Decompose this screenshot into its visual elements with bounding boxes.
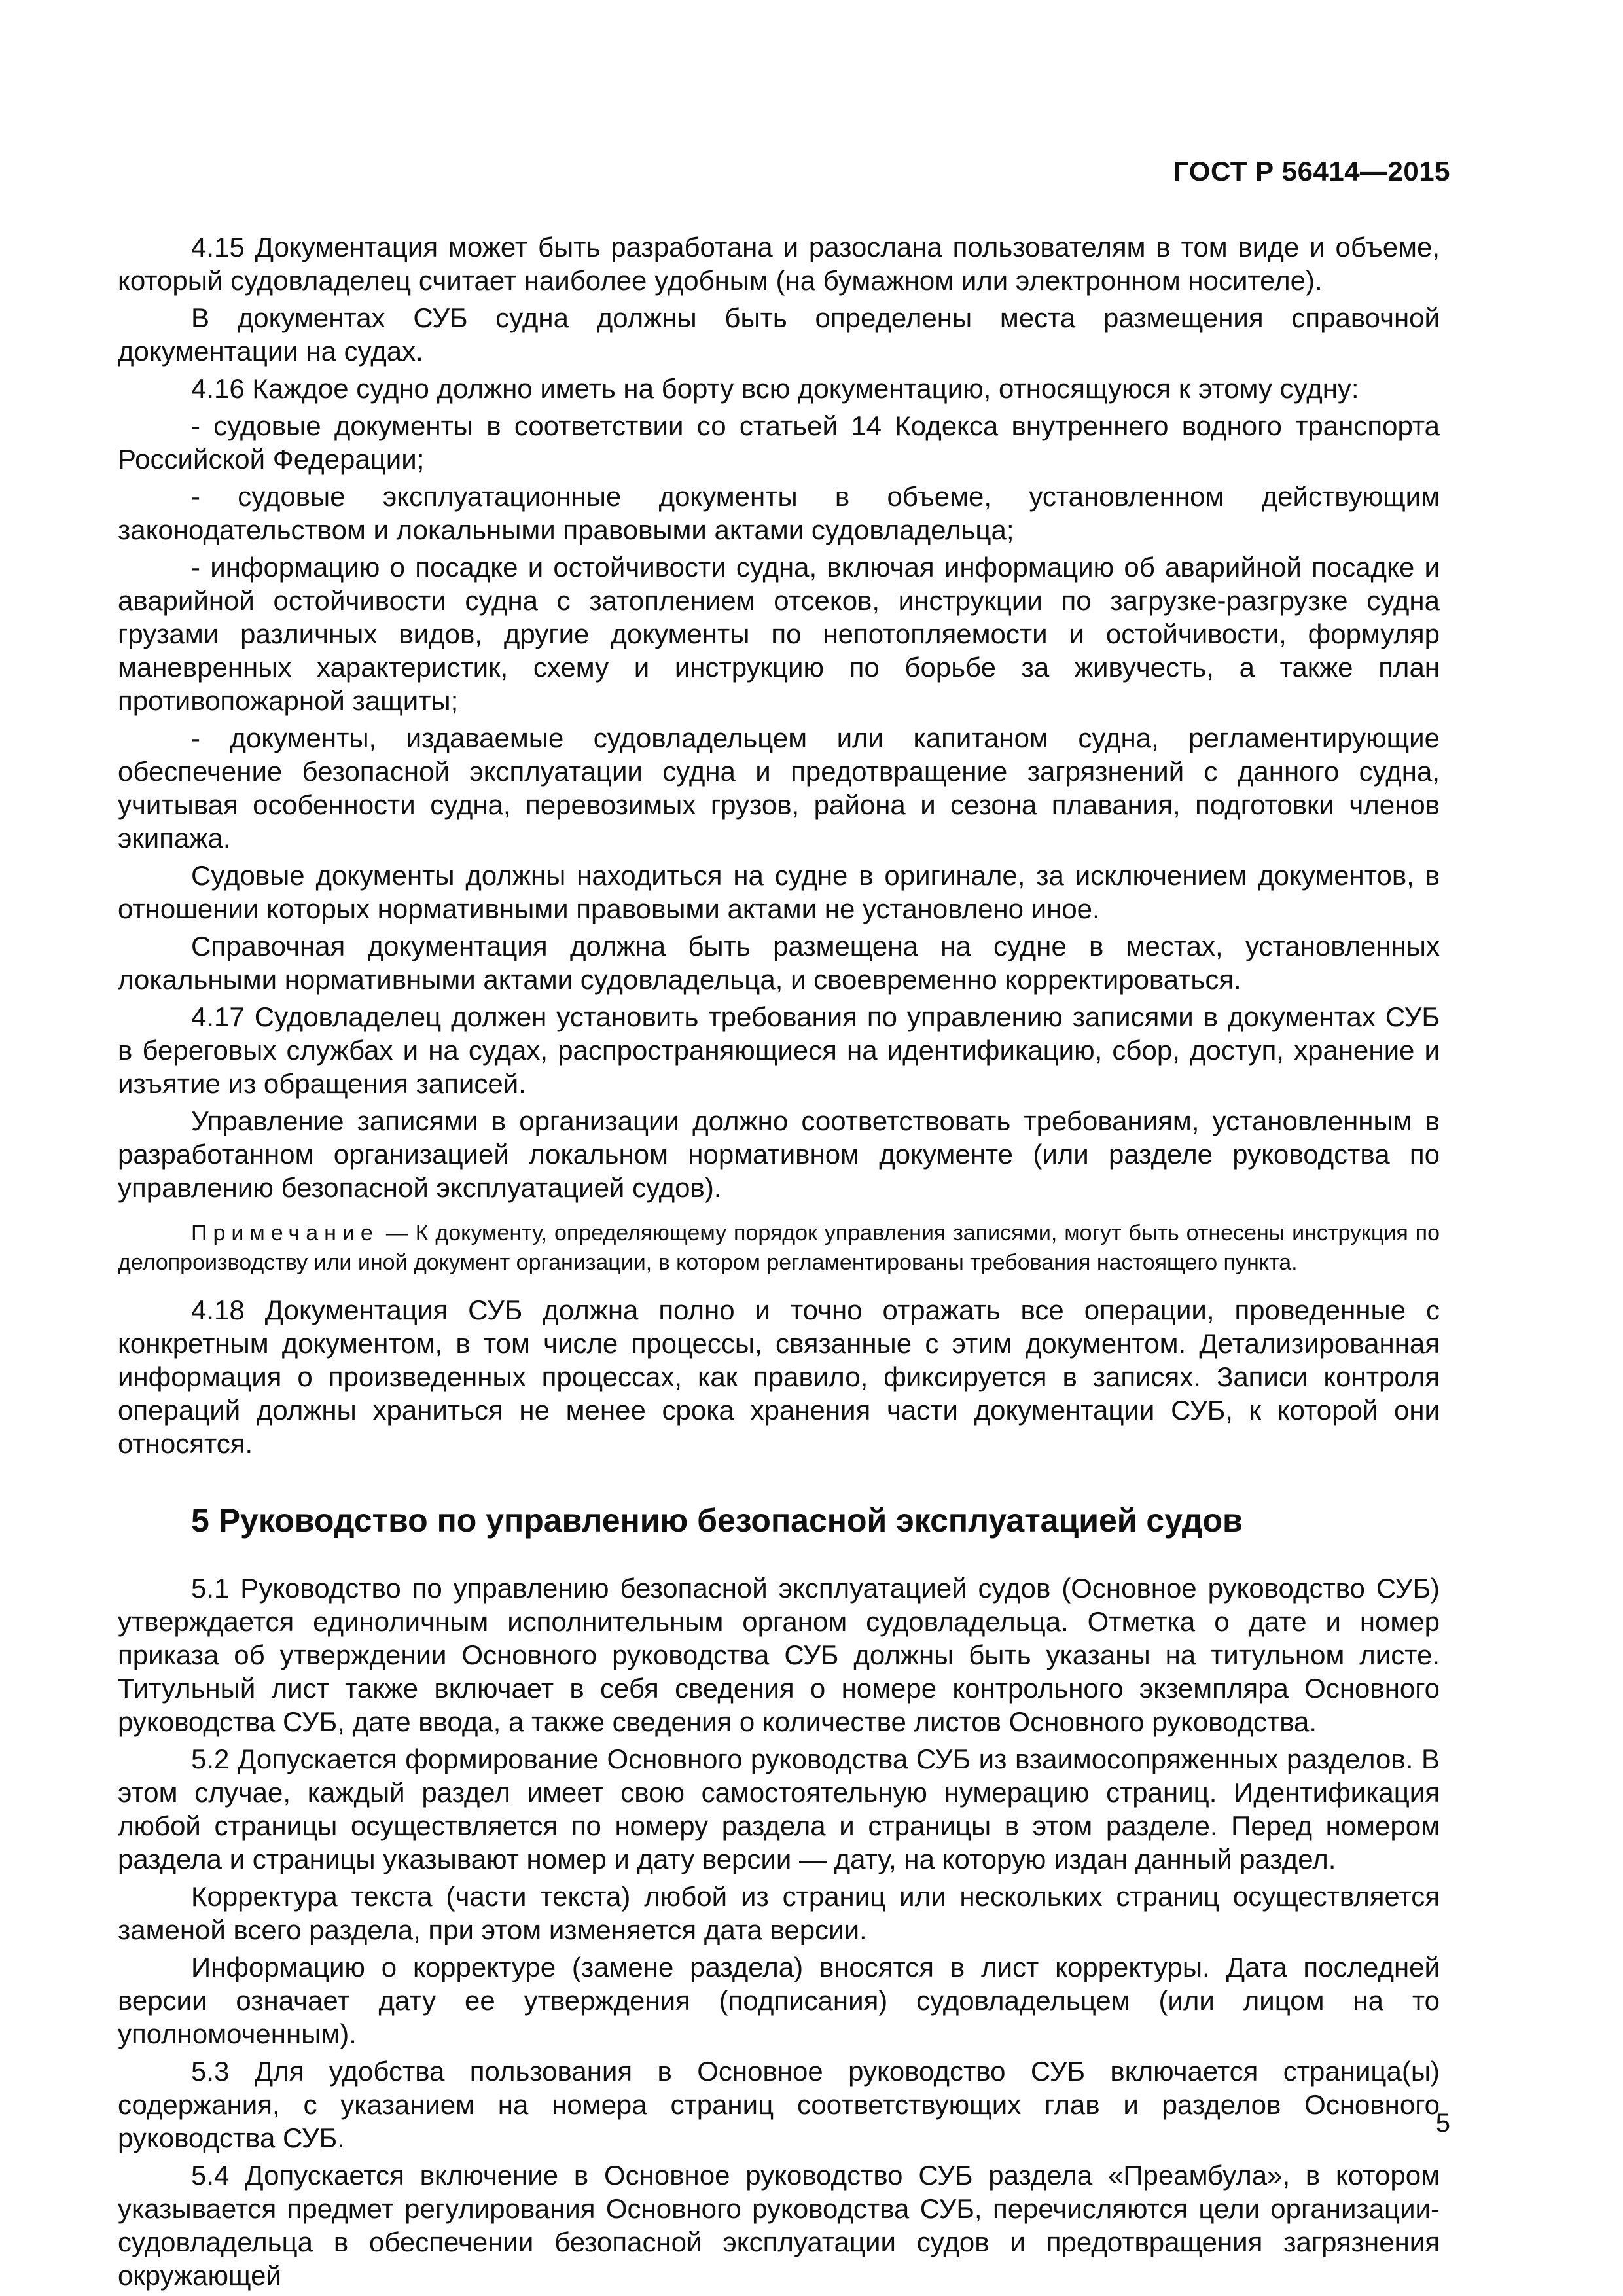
paragraph-reference-documentation: Справочная документация должна быть размещена на судне в местах, установленных локальными нормативными актами судовладельца, и своевременно корректироваться. — [118, 931, 1440, 995]
page-number: 5 — [1435, 2109, 1450, 2138]
list-item-operational-documents: - судовые эксплуатационные документы в объеме, установленном действующим законодательством и локальными правовыми актами судовладельца; — [118, 481, 1440, 545]
paragraph-5-3: 5.3 Для удобства пользования в Основное руководство СУБ включается страница(ы) содержания, с указанием на номера страниц соответствующих глав и разделов Основного руководства СУБ. — [118, 2056, 1440, 2153]
list-item-owner-documents: - документы, издаваемые судовладельцем или капитаном судна, регламентирующие обеспечение безопасной эксплуатации судна и предотвращение загрязнений с данного судна, учитывая особенности судна, перевозимых грузов, района и сезона плавания, подготовки членов экипажа. — [118, 723, 1440, 853]
list-item-ship-documents: - судовые документы в соответствии со статьей 14 Кодекса внутреннего водного транспорта Российской Федерации; — [118, 410, 1440, 475]
list-item-stability-info: - информацию о посадке и остойчивости судна, включая информацию об аварийной посадке и аварийной остойчивости судна с затоплением отсеков, инструкции по загрузке-разгрузке судна грузами различных видов, другие документы по непотопляемости и остойчивости, формуляр маневренных характеристик, схему и инструкцию по борьбе за живучесть, а также план противопожарной защиты; — [118, 552, 1440, 716]
note-label: Примечание — [191, 1221, 379, 1246]
paragraph-5-4: 5.4 Допускается включение в Основное руководство СУБ раздела «Преамбула», в котором указывается предмет регулирования Основного руководства СУБ, перечисляются цели организации-судовладельца в обеспечении безопасной эксплуатации судов и предотвращения загрязнения окружающей — [118, 2160, 1440, 2291]
paragraph-5-1: 5.1 Руководство по управлению безопасной эксплуатацией судов (Основное руководство СУБ) утверждается единоличным исполнительным органом судовладельца. Отметка о дате и номер приказа об утверждении Основного руководства СУБ должны быть указаны на титульном листе. Титульный лист также включает в себя сведения о номере контрольного экземпляра Основного руководства СУБ, дате ввода, а также сведения о количестве листов Основного руководства. — [118, 1573, 1440, 1737]
paragraph-4-17: 4.17 Судовладелец должен установить требования по управлению записями в документах СУБ в береговых службах и на судах, распространяющиеся на идентификацию, сбор, доступ, хранение и изъятие из обращения записей. — [118, 1001, 1440, 1099]
page-body — [118, 230, 1440, 2296]
paragraph-5-2: 5.2 Допускается формирование Основного руководства СУБ из взаимосопряженных разделов. В этом случае, каждый раздел имеет свою самостоятельную нумерацию страниц. Идентификация любой страницы осуществляется по номеру раздела и страницы в этом разделе. Перед номером раздела и страницы указывают номер и дату версии — дату, на которую издан данный раздел. — [118, 1744, 1440, 1874]
paragraph-records-management: Управление записями в организации должно соответствовать требованиям, установленным в разработанном организацией локальном нормативном документе (или разделе руководства по управлению безопасной эксплуатацией судов). — [118, 1105, 1440, 1203]
paragraph-4-15: 4.15 Документация может быть разработана и разослана пользователям в том виде и объеме, который судовладелец считает наиболее удобным (на бумажном или электронном носителе). — [118, 232, 1440, 296]
paragraph-5-2-correction: Корректура текста (части текста) любой из страниц или нескольких страниц осуществляется заменой всего раздела, при этом изменяется дата версии. — [118, 1881, 1440, 1945]
paragraph-4-15-b: В документах СУБ судна должны быть определены места размещения справочной документации на судах. — [118, 302, 1440, 367]
section-5-title: 5 Руководство по управлению безопасной эксплуатацией судов — [191, 1502, 1243, 1539]
note-dash: — — [378, 1221, 416, 1246]
paragraph-4-16: 4.16 Каждое судно должно иметь на борту всю документацию, относящуюся к этому судну: — [191, 373, 1359, 404]
document-code: ГОСТ Р 56414—2015 — [1173, 156, 1450, 187]
note — [118, 1219, 1440, 1278]
paragraph-5-2-info: Информацию о корректуре (замене раздела) вносятся в лист корректуры. Дата последней версии означает дату ее утверждения (подписания) судовладельцем (или лицом на то уполномоченным). — [118, 1952, 1440, 2049]
paragraph-original-documents: Судовые документы должны находиться на судне в оригинале, за исключением документов, в отношении которых нормативными правовыми актами не установлено иное. — [118, 860, 1440, 924]
paragraph-4-18: 4.18 Документация СУБ должна полно и точно отражать все операции, проведенные с конкретным документом, в том числе процессы, связанные с этим документом. Детализированная информация о произведенных процессах, как правило, фиксируется в записях. Записи контроля операций должны храниться не менее срока хранения части документации СУБ, к которой они относятся. — [118, 1295, 1440, 1459]
note-text: К документу, определяющему порядок управления записями, могут быть отнесены инструкция по делопроизводству или иной документ организации, в котором регламентированы требования настоящего пункта. — [118, 1221, 1440, 1275]
